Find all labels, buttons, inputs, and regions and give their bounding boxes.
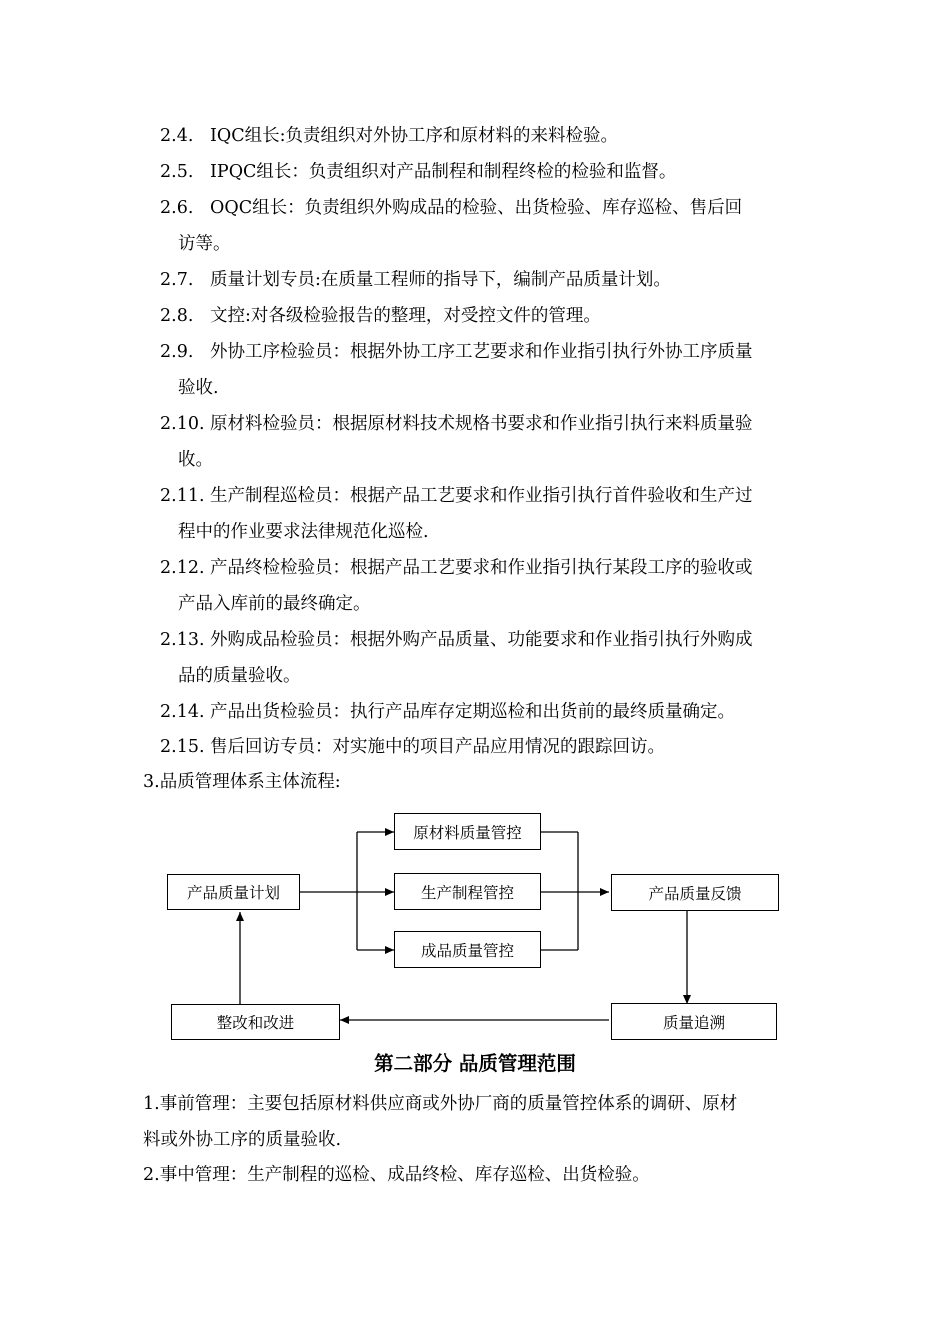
flow-node-raw-material: 原材料质量管控	[394, 813, 541, 850]
list-item	[160, 484, 753, 508]
list-item	[160, 700, 735, 724]
item-number: 2.6.	[160, 198, 194, 218]
list-item	[160, 412, 753, 436]
list-item	[160, 160, 676, 184]
flow-node-finished: 成品质量管控	[394, 931, 541, 968]
item-number: 2.12.	[160, 558, 205, 578]
list-item	[160, 196, 742, 220]
item-text: 售后回访专员：对实施中的项目产品应用情况的跟踪回访。	[210, 737, 665, 757]
list-item	[160, 124, 618, 148]
item-number: 2.9.	[160, 342, 194, 362]
item-number: 2.10.	[160, 414, 205, 434]
flow-node-feedback: 产品质量反馈	[611, 874, 779, 911]
item-continuation: 产品入库前的最终确定。	[178, 594, 371, 614]
item-continuation: 收。	[178, 450, 213, 470]
item-continuation: 程中的作业要求法律规范化巡检.	[178, 522, 429, 542]
part-heading: 第二部分 品质管理范围	[374, 1052, 576, 1075]
item-text: 外购成品检验员：根据外购产品质量、功能要求和作业指引执行外购成	[210, 630, 753, 650]
list-item	[160, 340, 753, 364]
scope-continuation: 料或外协工序的质量验收.	[143, 1130, 342, 1150]
item-number: 2.13.	[160, 630, 205, 650]
list-item	[160, 628, 753, 652]
item-number: 2.11.	[160, 486, 205, 506]
item-text: IPQC组长：负责组织对产品制程和制程终检的检验和监督。	[210, 162, 677, 182]
item-number: 2.15.	[160, 737, 205, 757]
item-text: OQC组长：负责组织外购成品的检验、出货检验、库存巡检、售后回	[210, 198, 743, 218]
item-number: 2.8.	[160, 306, 194, 326]
item-text: 文控:对各级检验报告的整理，对受控文件的管理。	[210, 306, 601, 326]
item-text: 外协工序检验员：根据外协工序工艺要求和作业指引执行外协工序质量	[210, 342, 753, 362]
list-item	[160, 304, 601, 328]
flow-node-process: 生产制程管控	[394, 873, 541, 910]
scope-paragraph: 1.事前管理：主要包括原材料供应商或外协厂商的质量管控体系的调研、原材	[143, 1094, 738, 1114]
item-text: 产品出货检验员：执行产品库存定期巡检和出货前的最终质量确定。	[210, 702, 735, 722]
list-item	[160, 556, 753, 580]
item-text: 产品终检检验员：根据产品工艺要求和作业指引执行某段工序的验收或	[210, 558, 753, 578]
list-item	[160, 268, 671, 292]
list-item	[160, 735, 665, 759]
item-text: IQC组长:负责组织对外协工序和原材料的来料检验。	[210, 126, 619, 146]
item-number: 2.5.	[160, 162, 194, 182]
flow-node-trace: 质量追溯	[611, 1003, 777, 1040]
item-number: 2.4.	[160, 126, 194, 146]
flow-node-improve: 整改和改进	[171, 1004, 340, 1040]
flow-node-plan: 产品质量计划	[167, 874, 300, 910]
scope-paragraph: 2.事中管理：生产制程的巡检、成品终检、库存巡检、出货检验。	[143, 1165, 650, 1185]
item-text: 质量计划专员:在质量工程师的指导下，编制产品质量计划。	[210, 270, 671, 290]
quality-flowchart	[150, 800, 810, 1050]
section-title: 3.品质管理体系主体流程:	[143, 772, 341, 792]
item-text: 生产制程巡检员：根据产品工艺要求和作业指引执行首件验收和生产过	[210, 486, 753, 506]
item-number: 2.7.	[160, 270, 194, 290]
item-text: 原材料检验员：根据原材料技术规格书要求和作业指引执行来料质量验	[210, 414, 753, 434]
item-continuation: 验收.	[178, 378, 219, 398]
item-continuation: 访等。	[178, 234, 231, 254]
item-number: 2.14.	[160, 702, 205, 722]
item-continuation: 品的质量验收。	[178, 666, 301, 686]
